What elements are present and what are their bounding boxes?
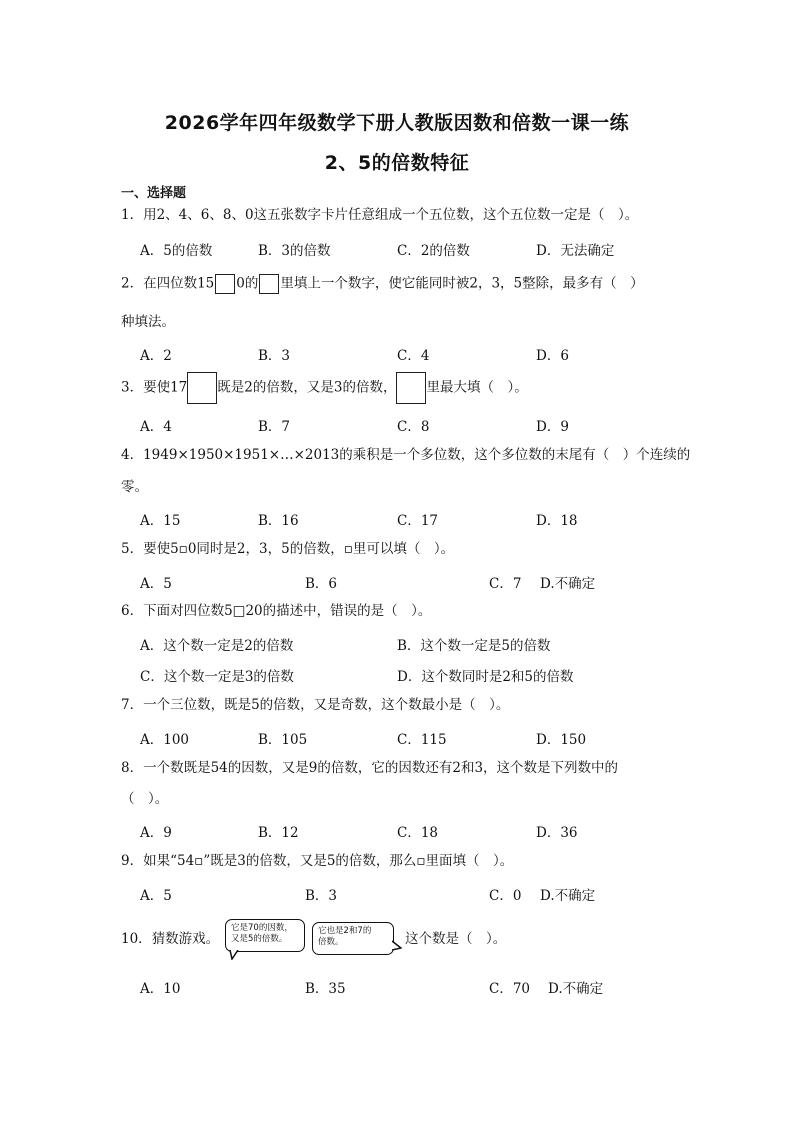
blank-box (259, 274, 279, 294)
option-d: D.不确定 (540, 576, 596, 592)
option-c: C．18 (397, 825, 439, 841)
question-number: 1． (121, 207, 144, 223)
question-number: 7． (121, 697, 144, 713)
option-b: B．35 (305, 981, 346, 997)
speech-bubble-2 (312, 922, 394, 955)
option-d: D．6 (536, 348, 569, 364)
question-4 (121, 446, 690, 464)
question-number: 5． (121, 541, 144, 557)
question-1 (121, 206, 638, 224)
option-c: C．70 (489, 981, 531, 997)
question-4-continued: 零。 (121, 479, 148, 495)
option-c: C．17 (397, 513, 439, 529)
option-d: D．36 (536, 825, 578, 841)
option-b: B．3的倍数 (258, 243, 331, 259)
page-title: 2026学年四年级数学下册人教版因数和倍数一课一练 (164, 112, 630, 134)
option-a: A．2 (140, 348, 172, 364)
option-c: C．8 (397, 419, 430, 435)
option-c: C．这个数一定是3的倍数 (140, 669, 294, 685)
question-text: 里最大填（ ）。 (426, 379, 528, 396)
option-b: B．6 (305, 576, 338, 592)
question-2-continued: 种填法。 (121, 314, 175, 330)
option-a: A．5的倍数 (140, 243, 213, 259)
blank-box (215, 274, 235, 294)
question-9 (121, 852, 513, 870)
question-text: 0的 (236, 275, 259, 292)
question-number: 3． (121, 379, 144, 396)
option-a: A．这个数一定是2的倍数 (140, 638, 294, 654)
bubble-line: 它是70的因数， (231, 923, 293, 933)
option-d: D．无法确定 (536, 243, 615, 259)
option-b: B．7 (258, 419, 291, 435)
question-text: 要使17 (143, 379, 188, 396)
option-b: B．3 (305, 888, 338, 904)
blank-box (187, 372, 217, 404)
option-c: C．4 (397, 348, 430, 364)
question-number: 9． (121, 853, 144, 869)
question-text: 一个三位数，既是5的倍数，又是奇数，这个数最小是（ ）。 (143, 697, 510, 713)
speech-bubble-tail-icon (228, 950, 242, 960)
option-d: D.不确定 (540, 888, 596, 904)
option-a: A．5 (140, 888, 172, 904)
question-2 (121, 274, 644, 294)
speech-bubble-tail-icon (392, 940, 402, 952)
option-d: D．150 (536, 732, 587, 748)
question-3 (121, 372, 528, 404)
question-number: 4． (121, 447, 144, 463)
question-text: 1949×1950×1951×…×2013的乘积是一个多位数，这个多位数的末尾有（ ）个连续的 (143, 447, 691, 463)
option-a: A．10 (140, 981, 181, 997)
question-text: 既是2的倍数，又是3的倍数， (217, 379, 397, 396)
question-text: 在四位数15 (143, 275, 215, 292)
question-number: 6． (121, 603, 144, 619)
option-b: B．16 (258, 513, 299, 529)
question-text: 用2、4、6、8、0这五张数字卡片任意组成一个五位数，这个五位数一定是（ ）。 (143, 207, 639, 223)
option-a: A．15 (140, 513, 181, 529)
option-a: A．100 (140, 732, 190, 748)
question-text: 猜数游戏。 (151, 931, 220, 947)
question-number: 8． (121, 760, 144, 776)
option-d: D．9 (536, 419, 569, 435)
question-text: 如果“54▫”既是3的倍数，又是5的倍数，那么▫里面填（ ）。 (143, 853, 514, 869)
option-c: C．2的倍数 (397, 243, 470, 259)
option-c: C．115 (397, 732, 447, 748)
option-b: B．105 (258, 732, 308, 748)
option-d: D.不确定 (548, 981, 604, 997)
option-c: C．7 (489, 576, 522, 592)
question-7 (121, 696, 509, 714)
page-subtitle: 2、5的倍数特征 (324, 152, 470, 174)
option-d: D．18 (536, 513, 578, 529)
section-heading: 一、选择题 (121, 186, 187, 201)
option-b: B．12 (258, 825, 299, 841)
option-d: D．这个数同时是2和5的倍数 (397, 669, 574, 685)
speech-bubble-1 (225, 919, 305, 952)
option-a: A．5 (140, 576, 172, 592)
blank-box (396, 372, 426, 404)
question-text: 一个数既是54的因数，又是9的倍数，它的因数还有2和3，这个数是下列数中的 (143, 760, 619, 776)
question-8 (121, 759, 618, 777)
bubble-line: 它也是2和7的 (318, 926, 372, 936)
bubble-line: 倍数。 (318, 937, 344, 947)
question-number: 2． (121, 275, 144, 292)
question-text: 下面对四位数5□20的描述中，错误的是（ ）。 (143, 603, 432, 619)
option-b: B．这个数一定是5的倍数 (397, 638, 551, 654)
option-b: B．3 (258, 348, 291, 364)
question-10-tail-text: 这个数是（ ）。 (405, 931, 507, 947)
question-5 (121, 540, 454, 558)
question-text: 要使5▫0同时是2，3，5的倍数，▫里可以填（ ）。 (143, 541, 455, 557)
option-a: A．9 (140, 825, 172, 841)
bubble-line: 又是5的倍数。 (231, 934, 288, 944)
question-6 (121, 602, 431, 620)
option-a: A．4 (140, 419, 172, 435)
question-number: 10． (121, 931, 152, 947)
question-10 (121, 930, 219, 948)
question-8-continued: （ ）。 (121, 791, 169, 807)
question-text: 里填上一个数字，使它能同时被2，3，5整除，最多有（ ） (280, 275, 644, 292)
option-c: C．0 (489, 888, 522, 904)
